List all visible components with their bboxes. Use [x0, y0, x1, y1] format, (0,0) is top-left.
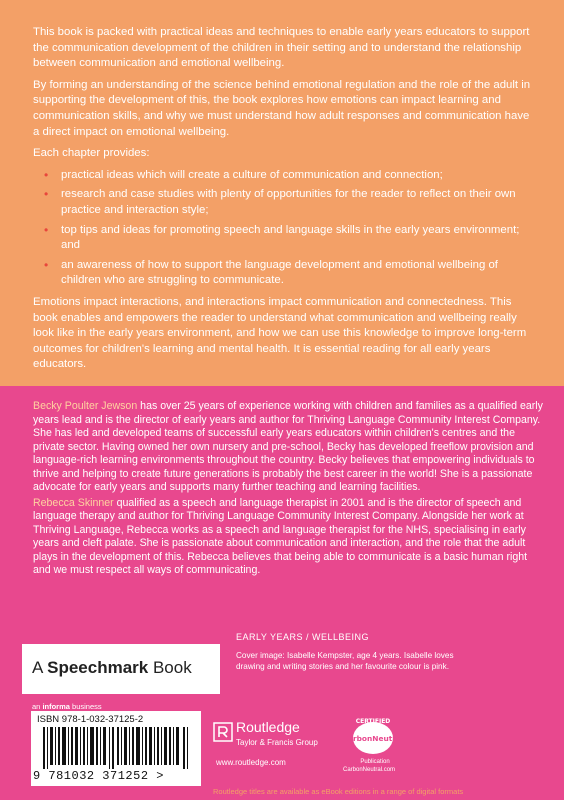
author-bio-text: qualified as a speech and language therapist in 2001 and is the director of speech and language therapy and author for Thriving Language Community Interest Company. Alongside her work at Thriving Language, Rebecca works as a speech and language therapist for the NHS, specialising in early years and cleft palate. She is passionate about communication and interaction, and the role that the adult plays in the development of this. Rebecca believes that being able to communicate is a basic human right and we must respect all ways of communicating.	[33, 496, 528, 576]
publisher-url[interactable]: www.routledge.com	[216, 758, 286, 767]
list-item: • research and case studies with plenty of opportunities for the reader to reflect on their own practice and interaction style;	[33, 187, 534, 218]
carbon-neutral-badge-icon	[342, 714, 404, 758]
isbn-text: ISBN 978-1-032-37125-2	[37, 714, 144, 725]
author-bio-text: has over 25 years of experience working with children and families as a qualified early years lead and is the director of early years and author for Thriving Language Community Interest Company. She has led and developed teams of successful early years educators within children's centres and the private sector. Having owned her own nursery and pre-school, Becky has developed freeflow provision and language-rich learning environments throughout the country. Becky believes that empowering individuals to thrive and helping to create future generations is probably the best career in the world! She is a passionate advocate for early years and supports many further teaching and learning facilities.	[33, 400, 543, 493]
carbon-badge-top: CERTIFIED	[355, 718, 391, 725]
barcode-box	[31, 711, 201, 786]
author-bio	[33, 400, 543, 495]
category-label: EARLY YEARS / WELLBEING	[236, 632, 370, 642]
carbon-neutral-url[interactable]: CarbonNeutral.com	[343, 767, 396, 773]
cover-credit: Cover image: Isabelle Kempster, age 4 years. Isabelle loves drawing and writing stories and her favourite colour is pink.	[236, 651, 454, 671]
description-paragraph: By forming an understanding of the science behind emotional regulation and the role of the adult in supporting the development of this, the book explores how emotions can impact learning and communication skills, and why we must understand how adult responses and communication have a direct impact on emotional wellbeing.	[33, 78, 531, 138]
series-logo: A Speechmark Book	[22, 644, 220, 694]
author-bios	[33, 400, 543, 580]
description-panel	[0, 0, 564, 386]
list-item: • top tips and ideas for promoting speech and language skills in the early years environment; and	[33, 223, 534, 254]
list-item: • practical ideas which will create a culture of communication and connection;	[33, 168, 534, 184]
routledge-logo-icon	[213, 722, 233, 742]
informa-business-label: an informa business	[32, 702, 102, 711]
chapter-features-list	[33, 168, 534, 289]
author-panel	[0, 386, 564, 800]
description-paragraph: This book is packed with practical ideas and techniques to enable early years educators to support the communication development of the children in their setting and to understand the relationship between communication and emotional wellbeing.	[33, 26, 530, 70]
author-name: Becky Poulter Jewson	[33, 400, 138, 412]
carbon-badge-pub: Publication	[360, 759, 390, 765]
author-name: Rebecca Skinner	[33, 496, 114, 509]
publisher-group: Taylor & Francis Group	[236, 738, 318, 747]
carbon-badge-main: CarbonNeutral	[342, 734, 404, 743]
publisher-name: Routledge	[236, 719, 300, 735]
barcode-bars	[43, 727, 191, 769]
ebook-note: Routledge titles are available as eBook editions in a range of digital formats	[213, 787, 464, 796]
list-item: • an awareness of how to support the language development and emotional wellbeing of children who are struggling to communicate.	[33, 258, 534, 289]
description-closing: Emotions impact interactions, and interactions impact communication and connectedness. This book enables and empowers the reader to understand what communication and wellbeing really look like in the early years environment, and how we can use this knowledge to improve long-term outcomes for children's learning and mental health. It is essential reading for all early years educators.	[33, 295, 527, 371]
author-bio	[33, 497, 543, 578]
barcode-number: 9 781032 371252 >	[33, 769, 164, 783]
description-paragraph: Each chapter provides:	[33, 147, 150, 160]
